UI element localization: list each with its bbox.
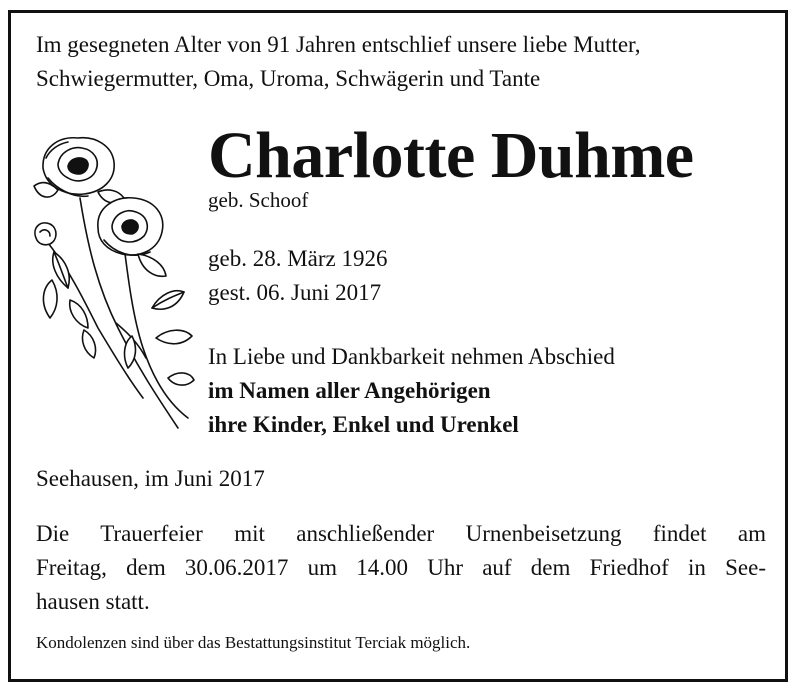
- farewell-text: [208, 340, 615, 442]
- funeral-line-1: Die Trauerfeier mit anschließender Urnenbeisetzung findet am: [36, 521, 766, 546]
- funeral-notice: [36, 517, 766, 619]
- maiden-name: geb. Schoof: [208, 188, 309, 212]
- deceased-name: Charlotte Duhme: [208, 119, 694, 192]
- farewell-line-2: im Namen aller Angehörigen: [208, 378, 491, 403]
- funeral-line-3: hausen statt.: [36, 589, 150, 614]
- birth-date: geb. 28. März 1926: [208, 246, 388, 271]
- rose-illustration-icon: [28, 128, 198, 440]
- condolence-note: Kondolenzen sind über das Bestattungsinstitut Terciak möglich.: [36, 633, 471, 652]
- intro-line-1: Im gesegneten Alter von 91 Jahren entschlief unsere liebe Mutter,: [36, 32, 641, 57]
- intro-text: [36, 28, 641, 96]
- funeral-line-2: Freitag, dem 30.06.2017 um 14.00 Uhr auf dem Friedhof in See-: [36, 555, 766, 580]
- death-date: gest. 06. Juni 2017: [208, 280, 382, 305]
- life-dates: [208, 242, 388, 310]
- place-date: Seehausen, im Juni 2017: [36, 466, 265, 491]
- farewell-line-1: In Liebe und Dankbarkeit nehmen Abschied: [208, 344, 615, 369]
- intro-line-2: Schwiegermutter, Oma, Uroma, Schwägerin und Tante: [36, 66, 541, 91]
- farewell-line-3: ihre Kinder, Enkel und Urenkel: [208, 412, 519, 437]
